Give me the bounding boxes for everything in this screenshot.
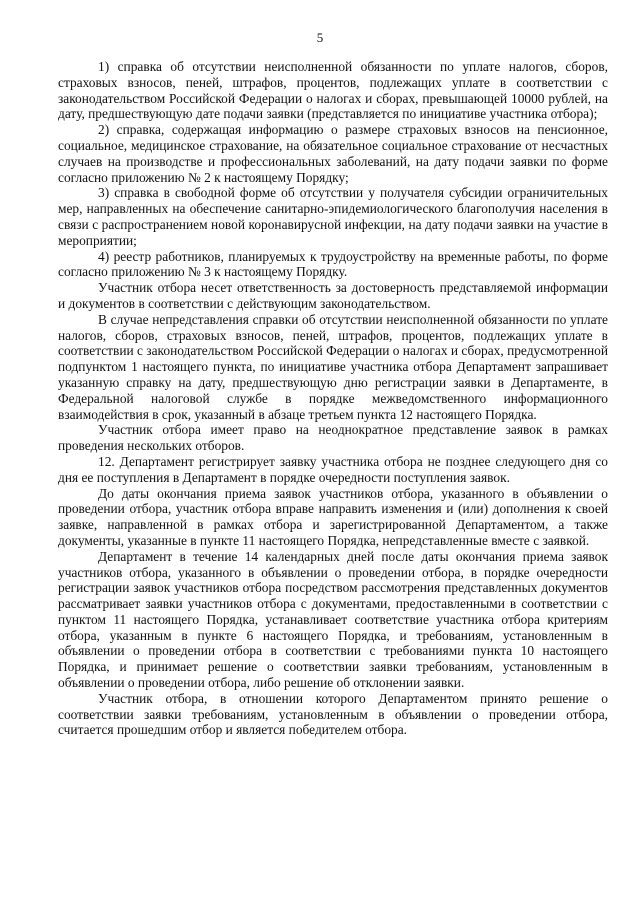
paragraph-interagency-request: В случае непредставления справки об отсутствии неисполненной обязанности по уплате налогов, сборов, страховых взносов, пеней, штрафов, процентов, подлежащих уплате в соответствии с законодательством Российской Федерации о налогах и сборах, предусмотренной подпунктом 1 настоящего пункта, по инициативе участника отбора Департамент запрашивает указанную справку на дату, предшествующую дню регистрации заявки в Департаменте, в Федеральной налоговой службе в порядке межведомственного информационного взаимодействия в срок, указанный в абзаце третьем пункта 12 настоящего Порядка. xyxy=(58,311,608,422)
paragraph-review-procedure: Департамент в течение 14 календарных дней после даты окончания приема заявок участников отбора, указанного в объявлении о проведении отбора, в порядке очередности регистрации заявок участников отбора посредством рассмотрения представленных документов рассматривает заявки участников отбора с документами, предоставленными в соответствии с пунктом 11 настоящего Порядка, устанавливает соответствие участника отбора критериям отбора, указанным в пункте 6 настоящего Порядка, и требованиям, установленным в объявлении о проведении отбора в соответствии с требованиями пункта 10 настоящего Порядка, и принимает решение о соответствии заявки требованиям, установленным в объявлении о проведении отбора, либо решение об отклонении заявки. xyxy=(58,548,608,691)
paragraph-selection-winner: Участник отбора, в отношении которого Департаментом принято решение о соответствии заявки требованиям, установленным в объявлении о проведении отбора, считается прошедшим отбор и является победителем отбора. xyxy=(58,690,608,738)
paragraph-item-3-restrictive-measures-certificate: 3) справка в свободной форме об отсутствии у получателя субсидии ограничительных мер, направленных на обеспечение санитарно-эпидемиологического благополучия населения в связи с распространением новой коронавирусной инфекции, на дату подачи заявки на участие в мероприятии; xyxy=(58,185,608,248)
paragraph-responsibility: Участник отбора несет ответственность за достоверность представляемой информации и документов в соответствии с действующим законодательством. xyxy=(58,280,608,311)
paragraph-clause-12-registration: 12. Департамент регистрирует заявку участника отбора не позднее следующего дня со дня ее поступления в Департамент в порядке очередности поступления заявок. xyxy=(58,453,608,485)
document-body xyxy=(58,59,608,738)
paragraph-item-4-employee-register: 4) реестр работников, планируемых к трудоустройству на временные работы, по форме согласно приложению № 3 к настоящему Порядку. xyxy=(58,248,608,280)
paragraph-item-2-insurance-contributions-certificate: 2) справка, содержащая информацию о размере страховых взносов на пенсионное, социальное, медицинское страхование, на обязательное социальное страхование от несчастных случаев на производстве и профессиональных заболеваний, на дату подачи заявки по форме согласно приложению № 2 к настоящему Порядку; xyxy=(58,122,608,185)
paragraph-repeated-applications: Участник отбора имеет право на неоднократное представление заявок в рамках проведения нескольких отборов. xyxy=(58,422,608,454)
paragraph-application-amendments: До даты окончания приема заявок участников отбора, указанного в объявлении о проведении отбора, участник отбора вправе направить изменения и (или) дополнения к своей заявке, направленной в рамках отбора и зарегистрированной Департаментом, а также документы, указанные в пункте 11 настоящего Порядка, непредставленные вместе с заявкой. xyxy=(58,485,608,548)
paragraph-item-1-certificate-no-tax-debt: 1) справка об отсутствии неисполненной обязанности по уплате налогов, сборов, страховых взносов, пеней, штрафов, процентов, подлежащих уплате в соответствии с законодательством Российской Федерации о налогах и сборах, превышающей 10000 рублей, на дату, предшествующую дате подачи заявки (представляется по инициативе участника отбора); xyxy=(58,59,608,122)
page-number: 5 xyxy=(316,30,324,45)
